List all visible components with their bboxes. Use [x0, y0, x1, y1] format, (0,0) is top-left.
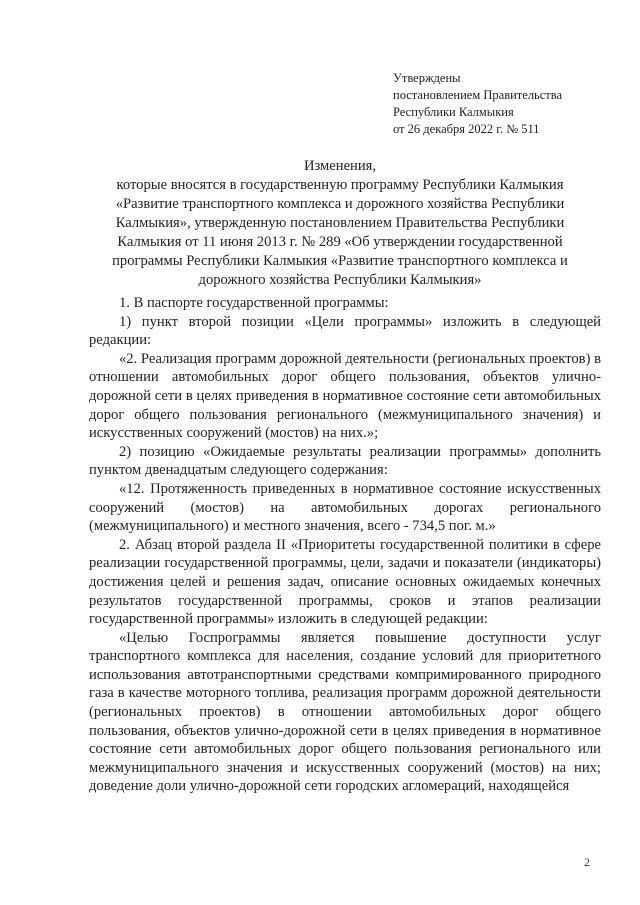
paragraph-2: 1) пункт второй позиции «Цели программы» изложить в следующей редакции: — [89, 313, 601, 349]
title-line: Калмыкия», утвержденную постановлением Правительства Республики — [115, 215, 565, 231]
paragraph-3: «2. Реализация программ дорожной деятельности (региональных проектов) в отношении автомобильных дорог общего пользования, объектов улично-дорожной сети в целях приведения в нормативное состояние сети автомобильных дорог общего пользования регионального (межмуниципального значения) и искусственных сооружений (мостов) на них.»; — [89, 350, 601, 442]
approval-stamp — [393, 70, 562, 138]
approval-line: от 26 декабря 2022 г. № 511 — [393, 122, 540, 136]
document-title — [80, 157, 600, 290]
paragraph-4: 2) позицию «Ожидаемые результаты реализации программы» дополнить пунктом двенадцатым следующего содержания: — [89, 443, 601, 479]
approval-line: постановлением Правительства — [393, 88, 563, 102]
title-line: которые вносятся в государственную программу Республики Калмыкия — [116, 177, 564, 193]
approval-line: Республики Калмыкия — [393, 105, 514, 119]
title-line: программы Республики Калмыкия «Развитие транспортного комплекса и — [112, 253, 568, 269]
title-line: дорожного хозяйства Республики Калмыкия» — [198, 272, 482, 288]
title-line: Калмыкия от 11 июня 2013 г. № 289 «Об утверждении государственной — [117, 234, 563, 250]
paragraph-5: «12. Протяженность приведенных в нормативное состояние искусственных сооружений (мостов) на автомобильных дорогах регионального (межмуниципального) и местного значения, всего - 734,5 пог. м.» — [89, 480, 601, 535]
title-heading: Изменения, — [303, 158, 377, 174]
approval-line: Утверждены — [393, 71, 461, 85]
paragraph-1: 1. В паспорте государственной программы: — [119, 295, 389, 311]
paragraph-7: «Целью Госпрограммы является повышение доступности услуг транспортного комплекса для населения, создание условий для приоритетного использования автотранспортными средствами компримированного природного газа в качестве моторного топлива, реализация программ дорожной деятельности (региональных проектов) в отношении автомобильных дорог общего пользования, объектов улично-дорожной сети в целях приведения в нормативное состояние сети автомобильных дорог общего пользования регионального или межмуниципального значения и искусственных сооружений (мостов) на них; доведение доли улично-дорожной сети городских агломераций, находящейся — [89, 629, 601, 795]
page-number: 2 — [584, 855, 590, 869]
paragraph-6: 2. Абзац второй раздела II «Приоритеты государственной политики в сфере реализации государственной программы, цели, задачи и показатели (индикаторы) достижения целей и решения задач, описание основных ожидаемых конечных результатов государственной программы, сроков и этапов реализации государственной программы» изложить в следующей редакции: — [89, 536, 601, 628]
document-body — [89, 294, 601, 796]
title-line: «Развитие транспортного комплекса и дорожного хозяйства Республики — [115, 196, 565, 212]
